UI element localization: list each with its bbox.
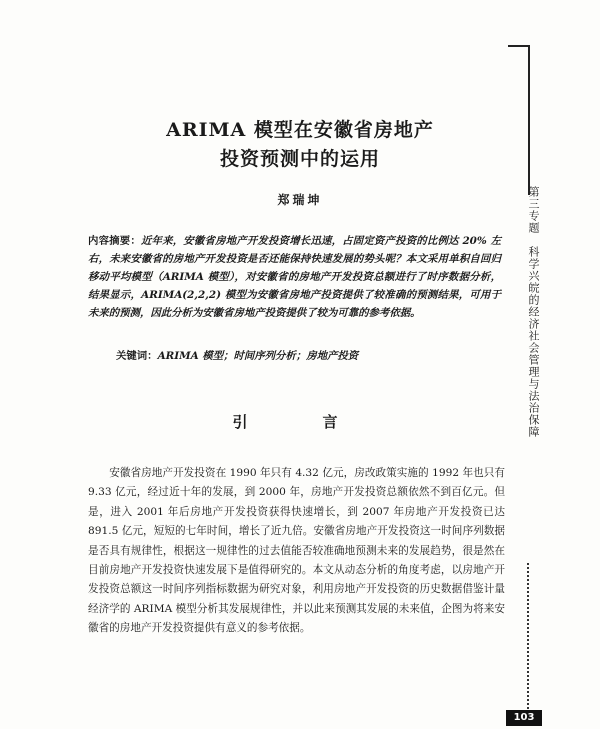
article-title bbox=[0, 116, 600, 174]
section-heading: 引 言 bbox=[232, 413, 368, 431]
author-name: 郑瑞坤 bbox=[277, 193, 323, 207]
page-number: 103 bbox=[506, 710, 542, 726]
title-line-1: ARIMA 模型在安徽省房地产 bbox=[166, 119, 434, 141]
keywords-label: 关键词： bbox=[116, 350, 158, 362]
side-rule-cap bbox=[508, 45, 530, 47]
abstract-text: 近年来，安徽省房地产开发投资增长迅速，占固定资产投资的比例达 20% 左右，未来安徽省的房地产开发投资是否还能保持快速发展的势头呢？本文采用单积自回归移动平均模型（ARIMA 模型），对安徽省的房地产开发投资总额进行了时序数据分析，结果显示，ARIMA(2,2,2) 模型为安徽省房地产投资提供了较准确的预测结果，可用于未来的预测，因此分析为安徽省房地产投资提供了较为可靠的参考依据。 bbox=[88, 235, 501, 319]
side-dotted-rule bbox=[527, 563, 529, 709]
title-line-2: 投资预测中的运用 bbox=[219, 148, 380, 170]
abstract bbox=[88, 232, 501, 322]
side-rule bbox=[528, 45, 530, 195]
keywords bbox=[116, 347, 501, 365]
side-column-label: 第三专题 科学兴皖的经济社会管理与法治保障 bbox=[527, 186, 540, 438]
keywords-text: ARIMA 模型；时间序列分析；房地产投资 bbox=[157, 350, 359, 362]
abstract-label: 内容摘要： bbox=[88, 235, 141, 247]
intro-paragraph: 安徽省房地产开发投资在 1990 年只有 4.32 亿元，房改政策实施的 1992 年也只有 9.33 亿元，经过近十年的发展，到 2000 年，房地产开发投资总额依然不到百亿元。但是，进入 2001 年后房地产开发投资获得快速增长，到 2007 年房地产开发投资已达 891.5 亿元，短短的七年时间，增长了近九倍。安徽省房地产开发投资这一时间序列数据是否具有规律性，根据这一规律性的过去值能否较准确地预测未来的发展趋势，很是然在目前房地产开发投资快速发展下是值得研究的。本文从动态分析的角度考虑，以房地产开发投资总额这一时间序列指标数据为研究对象，利用房地产开发投资的历史数据借鉴计量经济学的 ARIMA 模型分析其发展规律性，并以此来预测其发展的未来值，企图为将来安徽省的房地产开发投资提供有意义的参考依据。 bbox=[88, 467, 505, 635]
